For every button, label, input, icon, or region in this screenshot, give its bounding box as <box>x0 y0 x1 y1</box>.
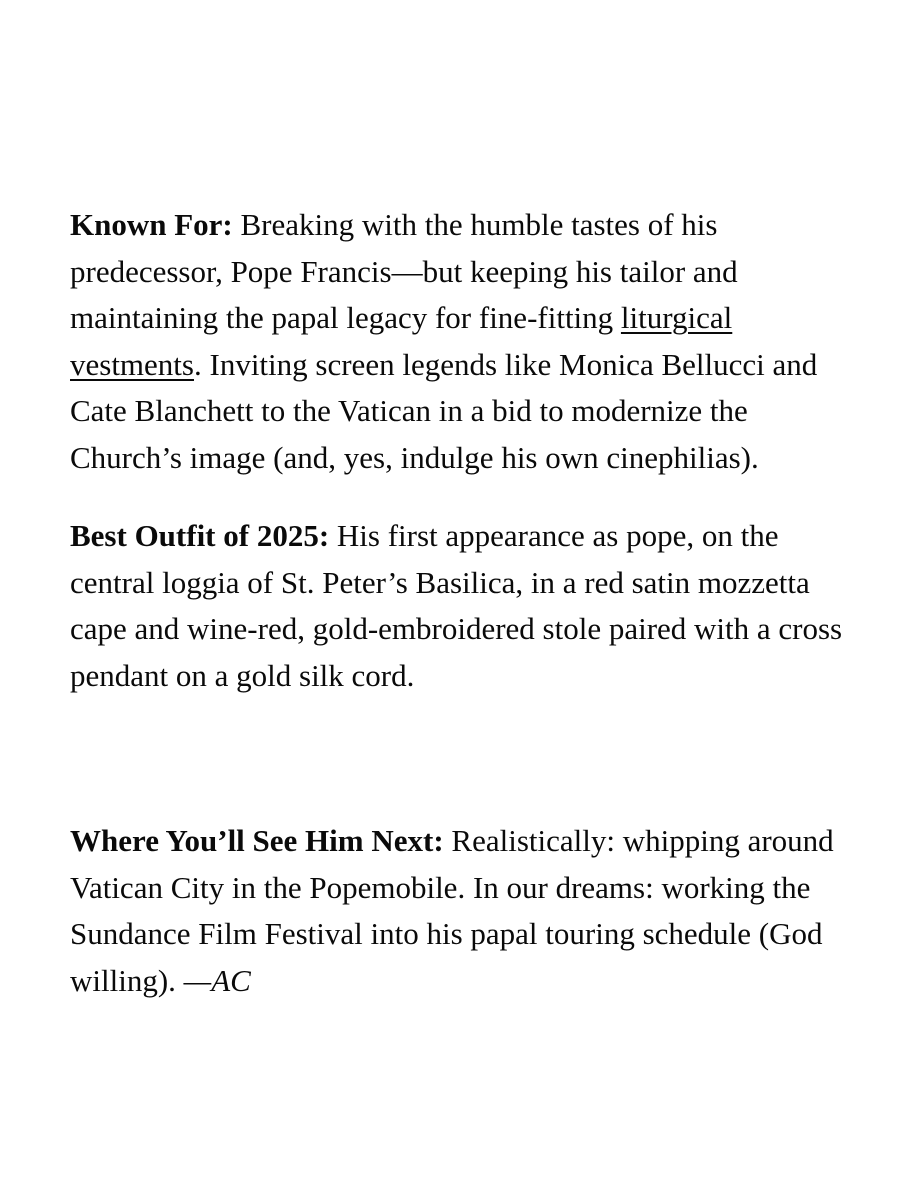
text-run: Realistically: whipping around <box>443 823 834 858</box>
text-run: maintaining the papal legacy for fine-fitting <box>70 300 621 335</box>
author-initials: —AC <box>183 962 251 998</box>
paragraph-label: Known For: <box>70 207 233 242</box>
text-run: . Inviting screen legends like Monica Bellucci and <box>194 346 818 382</box>
text-line <box>70 342 900 389</box>
paragraph-label: Best Outfit of 2025: <box>70 518 330 553</box>
text-line <box>70 249 900 296</box>
text-run: predecessor, Pope Francis—but keeping his tailor and <box>70 253 738 289</box>
paragraph-known-for <box>70 202 900 481</box>
text-line <box>70 560 900 607</box>
text-run: cape and wine-red, gold-embroidered stole paired with a cross <box>70 611 843 646</box>
text-line <box>70 818 900 865</box>
text-run: pendant on a gold silk cord. <box>70 657 415 693</box>
text-line <box>70 958 900 1005</box>
text-line <box>70 865 900 912</box>
text-run: central loggia of St. Peter’s Basilica, in a red satin mozzetta <box>70 564 810 600</box>
liturgical-vestments-link[interactable]: liturgical <box>620 300 733 335</box>
text-line <box>70 911 900 958</box>
text-run: Breaking with the humble tastes of his <box>232 207 718 242</box>
vertical-gap <box>70 731 900 818</box>
text-line <box>70 202 900 249</box>
text-run: Sundance Film Festival into his papal touring schedule (God <box>70 916 823 951</box>
text-line <box>70 295 900 342</box>
paragraph-where-next <box>70 818 900 1004</box>
text-run: Cate Blanchett to the Vatican in a bid to modernize the <box>70 393 748 428</box>
text-run: His first appearance as pope, on the <box>329 518 779 553</box>
text-line <box>70 606 900 653</box>
paragraph-best-outfit <box>70 513 900 699</box>
text-run: Church’s image (and, yes, indulge his own cinephilias). <box>70 439 759 475</box>
text-run: Vatican City in the Popemobile. In our dreams: working the <box>70 869 811 905</box>
text-line <box>70 435 900 482</box>
text-line <box>70 513 900 560</box>
text-line <box>70 388 900 435</box>
liturgical-vestments-link[interactable]: vestments <box>70 346 194 382</box>
text-line <box>70 653 900 700</box>
text-run: willing). <box>70 962 184 998</box>
paragraph-label: Where You’ll See Him Next: <box>70 823 444 858</box>
